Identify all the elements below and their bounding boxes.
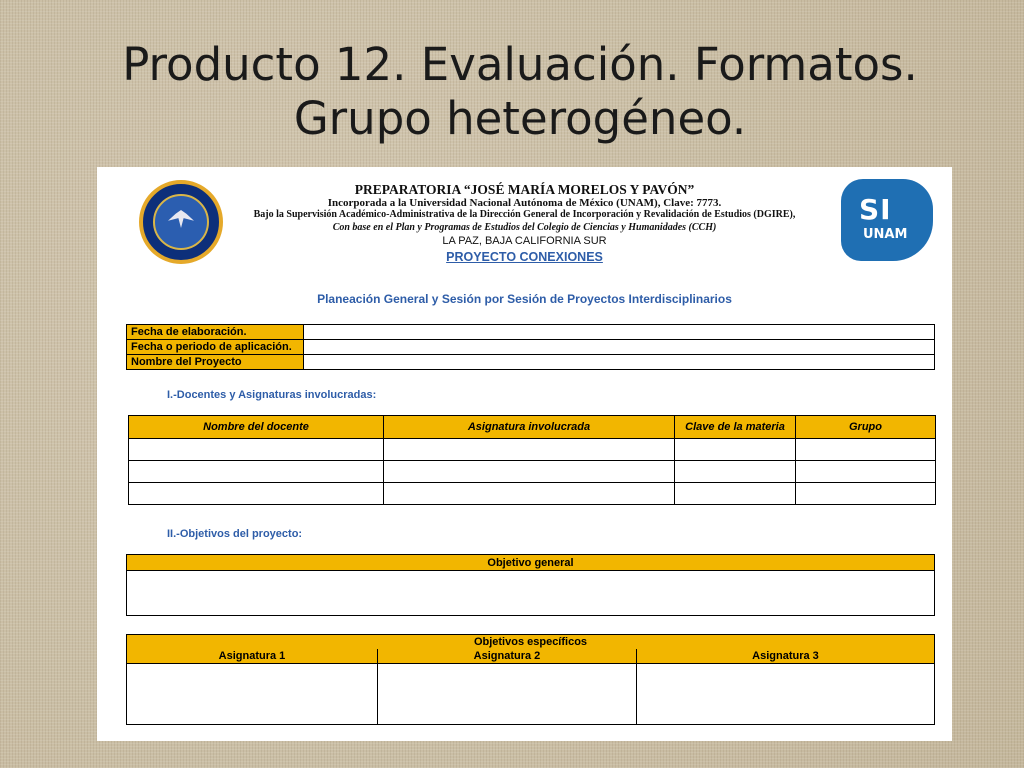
column-header: Asignatura 1 bbox=[127, 649, 378, 664]
specific-objective-field[interactable] bbox=[127, 664, 378, 725]
table-cell[interactable] bbox=[675, 461, 796, 483]
table-row bbox=[127, 664, 935, 725]
column-header: Grupo bbox=[796, 416, 936, 439]
column-header: Asignatura 3 bbox=[637, 649, 935, 664]
section-objectives-title: II.-Objetivos del proyecto: bbox=[167, 528, 303, 540]
column-header: Nombre del docente bbox=[129, 416, 384, 439]
table-cell[interactable] bbox=[129, 461, 384, 483]
table-cell[interactable] bbox=[796, 483, 936, 505]
slide-title-line-1: Producto 12. Evaluación. Formatos. bbox=[122, 38, 918, 91]
table-header-row bbox=[127, 635, 935, 650]
table-row bbox=[127, 325, 935, 340]
table-row bbox=[129, 483, 936, 505]
school-name: PREPARATORIA “JOSÉ MARÍA MORELOS Y PAVÓN” bbox=[354, 182, 695, 197]
supervision-line: Bajo la Supervisión Académico-Administrativa de la Dirección General de Incorporación y Revalidación de Estudios (DGIRE), bbox=[253, 209, 796, 220]
table-header-row bbox=[127, 555, 935, 571]
slide-title-line-2: Grupo heterogéneo. bbox=[293, 92, 747, 145]
specific-objective-field[interactable] bbox=[378, 664, 637, 725]
logo-si-text: SI bbox=[859, 193, 892, 226]
plan-line: Con base en el Plan y Programas de Estudios del Colegio de Ciencias y Humanidades (CCH) bbox=[332, 222, 717, 233]
table-row bbox=[129, 439, 936, 461]
info-value-field[interactable] bbox=[304, 355, 935, 370]
table-cell[interactable] bbox=[384, 461, 675, 483]
form-document bbox=[97, 167, 952, 741]
table-cell[interactable] bbox=[796, 461, 936, 483]
table-cell[interactable] bbox=[129, 439, 384, 461]
column-header: Clave de la materia bbox=[675, 416, 796, 439]
info-label: Fecha o periodo de aplicación. bbox=[127, 340, 304, 355]
table-row bbox=[127, 571, 935, 616]
incorporation-line: Incorporada a la Universidad Nacional Autónoma de México (UNAM), Clave: 7773. bbox=[327, 197, 722, 209]
teachers-table bbox=[128, 415, 936, 505]
column-header: Asignatura 2 bbox=[378, 649, 637, 664]
table-cell[interactable] bbox=[129, 483, 384, 505]
table-cell[interactable] bbox=[675, 483, 796, 505]
specific-objective-field[interactable] bbox=[637, 664, 935, 725]
info-label: Fecha de elaboración. bbox=[127, 325, 304, 340]
location-line: LA PAZ, BAJA CALIFORNIA SUR bbox=[442, 235, 607, 247]
specific-objectives-table bbox=[126, 634, 935, 725]
general-objective-field[interactable] bbox=[127, 571, 935, 616]
table-cell[interactable] bbox=[675, 439, 796, 461]
table-row bbox=[127, 355, 935, 370]
info-value-field[interactable] bbox=[304, 340, 935, 355]
project-info-table bbox=[126, 324, 935, 370]
table-cell[interactable] bbox=[384, 483, 675, 505]
specific-objectives-header: Objetivos específicos bbox=[127, 635, 935, 650]
info-label: Nombre del Proyecto bbox=[127, 355, 304, 370]
table-cell[interactable] bbox=[384, 439, 675, 461]
info-value-field[interactable] bbox=[304, 325, 935, 340]
table-header-row bbox=[129, 416, 936, 439]
table-row bbox=[127, 340, 935, 355]
table-row bbox=[129, 461, 936, 483]
table-cell[interactable] bbox=[796, 439, 936, 461]
general-objective-header: Objetivo general bbox=[127, 555, 935, 571]
table-header-row bbox=[127, 649, 935, 664]
logo-unam-text: UNAM bbox=[863, 227, 908, 242]
project-link[interactable]: PROYECTO CONEXIONES bbox=[446, 250, 603, 264]
slide-title bbox=[0, 38, 1024, 146]
column-header: Asignatura involucrada bbox=[384, 416, 675, 439]
section-teachers-title: I.-Docentes y Asignaturas involucradas: bbox=[167, 389, 377, 401]
general-objective-table bbox=[126, 554, 935, 616]
form-subtitle: Planeación General y Sesión por Sesión de Proyectos Interdisciplinarios bbox=[317, 292, 732, 306]
